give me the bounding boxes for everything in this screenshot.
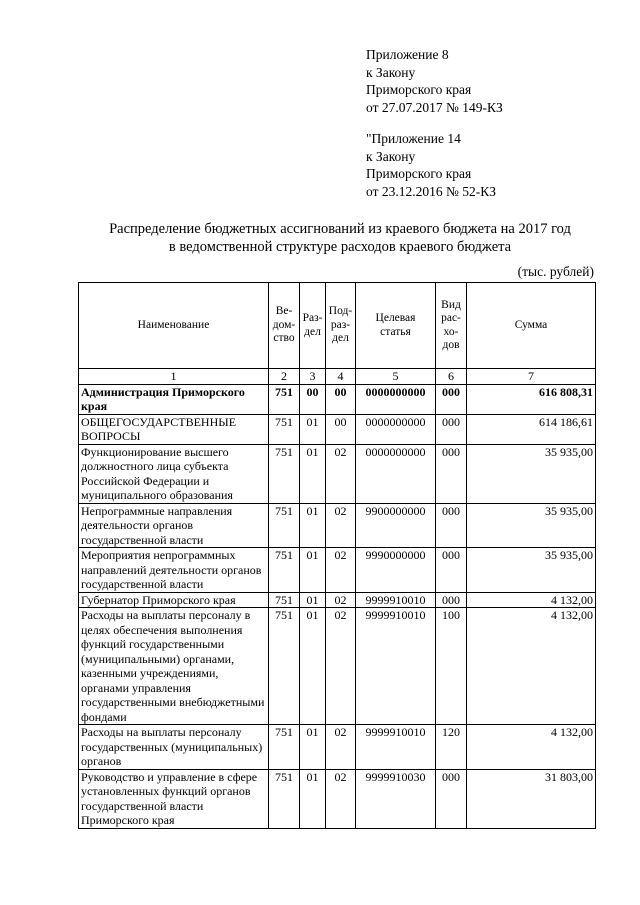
cell-statya: 9999910010: [356, 592, 436, 608]
cell-razdel: 01: [300, 592, 326, 608]
cell-razdel: 01: [300, 608, 326, 725]
cell-statya: 0000000000: [356, 414, 436, 444]
cell-podrazdel: 02: [326, 503, 356, 548]
cell-sum: 4 132,00: [467, 725, 596, 770]
cell-sum: 614 186,61: [467, 414, 596, 444]
cell-vid: 000: [436, 548, 467, 593]
title-line-1: Распределение бюджетных ассигнований из краевого бюджета на 2017 год: [109, 221, 571, 237]
cell-name: Губернатор Приморского края: [79, 592, 269, 608]
table-row: [79, 725, 596, 770]
col-header-statya: Целевая статья: [356, 283, 436, 369]
cell-name: Администрация Приморского края: [79, 384, 269, 414]
cell-statya: 9900000000: [356, 503, 436, 548]
cell-razdel: 01: [300, 503, 326, 548]
col-header-podrazdel: Под- раз- дел: [326, 283, 356, 369]
col-number: 2: [269, 369, 300, 385]
cell-podrazdel: 00: [326, 384, 356, 414]
table-row: [79, 384, 596, 414]
column-number-row: [79, 369, 596, 385]
cell-podrazdel: 02: [326, 548, 356, 593]
cell-name: Функционирование высшего должностного лица субъекта Российской Федерации и муниципального образования: [79, 444, 269, 503]
cell-vedomstvo: 751: [269, 592, 300, 608]
cell-vid: 100: [436, 608, 467, 725]
table-row: [79, 608, 596, 725]
cell-sum: 4 132,00: [467, 608, 596, 725]
cell-name: Руководство и управление в сфере установленных функций органов государственной власти Приморского края: [79, 769, 269, 828]
cell-razdel: 01: [300, 414, 326, 444]
col-number: 7: [467, 369, 596, 385]
table-row: [79, 444, 596, 503]
cell-podrazdel: 02: [326, 725, 356, 770]
cell-vid: 000: [436, 414, 467, 444]
cell-statya: 9999910030: [356, 769, 436, 828]
units-label: (тыс. рублей): [517, 264, 594, 279]
cell-statya: 0000000000: [356, 444, 436, 503]
cell-name: Расходы на выплаты персоналу в целях обеспечения выполнения функций государственными (муниципальными) органами, казенными учреждениями, органами управления государственными внебюджетными фондами: [79, 608, 269, 725]
col-header-razdel: Раз- дел: [300, 283, 326, 369]
cell-vedomstvo: 751: [269, 608, 300, 725]
col-number: 3: [300, 369, 326, 385]
cell-sum: 35 935,00: [467, 444, 596, 503]
header-line: Приморского края: [366, 82, 472, 97]
appendix-8-header: [366, 46, 503, 116]
cell-sum: 4 132,00: [467, 592, 596, 608]
cell-sum: 31 803,00: [467, 769, 596, 828]
cell-podrazdel: 00: [326, 414, 356, 444]
cell-podrazdel: 02: [326, 608, 356, 725]
cell-razdel: 00: [300, 384, 326, 414]
cell-vedomstvo: 751: [269, 444, 300, 503]
header-line: к Закону: [366, 148, 416, 164]
cell-name: Расходы на выплаты персоналу государственных (муниципальных) органов: [79, 725, 269, 770]
col-header-sum: Сумма: [467, 283, 596, 369]
header-line: "Приложение 14: [366, 131, 461, 146]
header-line: Приложение 8: [366, 47, 449, 62]
cell-vedomstvo: 751: [269, 548, 300, 593]
document-title: [60, 220, 620, 256]
table-row: [79, 548, 596, 593]
cell-name: ОБЩЕГОСУДАРСТВЕННЫЕ ВОПРОСЫ: [79, 414, 269, 444]
budget-table: [78, 282, 596, 829]
cell-sum: 35 935,00: [467, 503, 596, 548]
cell-sum: 616 808,31: [467, 384, 596, 414]
table-row: [79, 769, 596, 828]
cell-razdel: 01: [300, 548, 326, 593]
table-row: [79, 592, 596, 608]
header-line: к Закону: [366, 64, 416, 80]
col-number: 6: [436, 369, 467, 385]
cell-statya: 9999910010: [356, 608, 436, 725]
cell-name: Непрограммные направления деятельности органов государственной власти: [79, 503, 269, 548]
cell-vedomstvo: 751: [269, 503, 300, 548]
cell-vid: 000: [436, 592, 467, 608]
cell-podrazdel: 02: [326, 444, 356, 503]
cell-statya: 0000000000: [356, 384, 436, 414]
cell-statya: 9990000000: [356, 548, 436, 593]
table-header-row: [79, 283, 596, 369]
cell-statya: 9999910010: [356, 725, 436, 770]
header-line: от 27.07.2017 № 149-КЗ: [366, 99, 503, 115]
table-row: [79, 414, 596, 444]
cell-vedomstvo: 751: [269, 414, 300, 444]
table-row: [79, 503, 596, 548]
cell-vedomstvo: 751: [269, 725, 300, 770]
col-header-vid: Вид рас- хо- дов: [436, 283, 467, 369]
cell-vedomstvo: 751: [269, 769, 300, 828]
header-line: Приморского края: [366, 166, 472, 181]
cell-razdel: 01: [300, 769, 326, 828]
header-line: от 23.12.2016 № 52-КЗ: [366, 183, 496, 199]
title-line-2: в ведомственной структуре расходов краевого бюджета: [168, 239, 512, 255]
col-header-vedomstvo: Ве- дом- ство: [269, 283, 300, 369]
appendix-14-header: [366, 130, 496, 200]
cell-vid: 000: [436, 444, 467, 503]
col-header-name: Наименование: [79, 283, 269, 369]
cell-podrazdel: 02: [326, 769, 356, 828]
cell-razdel: 01: [300, 725, 326, 770]
col-number: 5: [356, 369, 436, 385]
cell-vid: 000: [436, 503, 467, 548]
cell-name: Мероприятия непрограммных направлений деятельности органов государственной власти: [79, 548, 269, 593]
cell-vedomstvo: 751: [269, 384, 300, 414]
cell-vid: 000: [436, 384, 467, 414]
cell-vid: 000: [436, 769, 467, 828]
col-number: 1: [79, 369, 269, 385]
cell-podrazdel: 02: [326, 592, 356, 608]
cell-sum: 35 935,00: [467, 548, 596, 593]
cell-razdel: 01: [300, 444, 326, 503]
col-number: 4: [326, 369, 356, 385]
cell-vid: 120: [436, 725, 467, 770]
